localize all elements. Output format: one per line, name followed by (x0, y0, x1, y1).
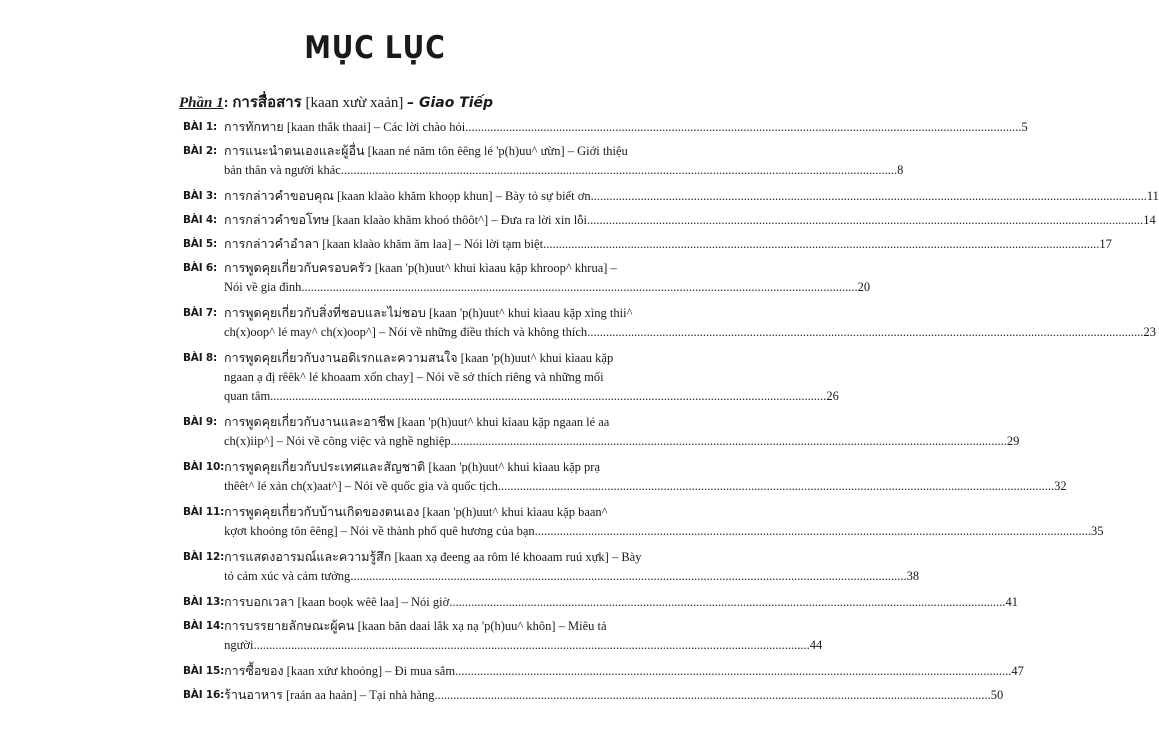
lesson-title (224, 235, 1112, 254)
lesson-number: BÀI 3: (183, 190, 217, 202)
lesson-title (224, 349, 839, 406)
lesson-title-text: quan tâm (224, 389, 271, 403)
lesson-title-line (224, 118, 1028, 137)
lesson-number: BÀI 7: (183, 307, 217, 319)
lesson-title-line (224, 211, 1156, 230)
dot-leader (449, 593, 1005, 612)
dot-leader (253, 636, 809, 655)
lesson-title-line (224, 477, 1067, 496)
lesson-title-text: การซื้อของ [kaan xứư khoỏng] – Đi mua sắm (224, 664, 456, 678)
lesson-title-line (224, 636, 822, 655)
lesson-title-text: การกล่าวคำขอโทษ [kaan klaào khăm khoó thôôt^] – Đưa ra lời xin lỗi (224, 213, 587, 227)
lesson-title-line (224, 548, 919, 567)
dot-leader (591, 187, 1147, 206)
lesson-title (224, 503, 1103, 541)
part-label: Phần 1 (179, 95, 224, 111)
part-name: – Giao Tiếp (407, 95, 494, 111)
lesson-title-text: ngaan ạ đị rêêk^ lé khoaam xổn chay] – Nói về sở thích riêng và những mối (224, 370, 604, 384)
page-number: 26 (826, 389, 839, 403)
lesson-number: BÀI 10: (183, 461, 225, 473)
lesson-title-text: người (224, 638, 254, 652)
lesson-title-text: การกล่าวคำขอบคุณ [kaan klaào khăm khoọp khun] – Bày tỏ sự biết ơn (224, 189, 591, 203)
lesson-title-line (224, 349, 839, 368)
toc-entry (183, 413, 1020, 451)
lesson-title (224, 662, 1024, 681)
lesson-title-text: การพูดคุยเกี่ยวกับครอบครัว [kaan 'p(h)uut^ khui kìaau kặp khroop^ khrua] – (224, 261, 617, 275)
page-number: 23 (1143, 325, 1156, 339)
lesson-title (224, 211, 1156, 230)
lesson-number: BÀI 16: (183, 689, 225, 701)
lesson-title-text: Nói về gia đình (224, 280, 302, 294)
page-number: 29 (1006, 434, 1020, 448)
toc-entry (183, 142, 904, 180)
dot-leader (341, 161, 897, 180)
toc-entry (183, 503, 1104, 541)
lesson-title-line (224, 259, 870, 278)
lesson-title (224, 617, 822, 655)
page-number: 47 (1011, 664, 1024, 678)
lesson-number: BÀI 4: (183, 214, 217, 226)
toc-entry (183, 593, 1018, 612)
lesson-title-line (224, 161, 903, 180)
lesson-title (224, 686, 1003, 705)
dot-leader (535, 522, 1091, 541)
lesson-title-line (224, 522, 1103, 541)
lesson-title-text: การพูดคุยเกี่ยวกับบ้านเกิดของตนเอง [kaan 'p(h)uut^ khui kìaau kặp baan^ (224, 505, 608, 519)
dot-leader (301, 278, 857, 297)
toc-entry (183, 235, 1112, 254)
lesson-title-line (224, 235, 1112, 254)
part-heading (179, 90, 493, 114)
lesson-title-line (224, 432, 1019, 451)
dot-leader (587, 211, 1143, 230)
page-number: 41 (1005, 595, 1018, 609)
toc-entry (183, 118, 1028, 137)
toc-entry (183, 187, 1159, 206)
lesson-title-line (224, 662, 1024, 681)
lesson-number: BÀI 14: (183, 620, 225, 632)
dot-leader (543, 235, 1099, 254)
lesson-title-line (224, 458, 1067, 477)
lesson-title-text: การพูดคุยเกี่ยวกับงานอดิเรกและความสนใจ [kaan 'p(h)uut^ khui kìaau kặp (224, 351, 614, 365)
page-number: 38 (906, 569, 920, 583)
lesson-number: BÀI 11: (183, 506, 225, 518)
lesson-number: BÀI 2: (183, 145, 217, 157)
lesson-title-line (224, 503, 1103, 522)
lesson-title-text: การทักทาย [kaan thắk thaai] – Các lời chào hỏi (224, 120, 466, 134)
lesson-title-line (224, 368, 839, 387)
page-number: 11 (1146, 189, 1159, 203)
lesson-title-text: ร้านอาหาร [raán aa haản] – Tại nhà hàng (224, 688, 435, 702)
toc-entry (183, 458, 1067, 496)
dot-leader (498, 477, 1054, 496)
lesson-title-text: การพูดคุยเกี่ยวกับประเทศและสัญชาติ [kaan 'p(h)uut^ khui kìaau kặp prạ (224, 460, 601, 474)
lesson-title-text: bản thân và người khác (224, 163, 341, 177)
lesson-title-line (224, 686, 1003, 705)
lesson-title (224, 118, 1028, 137)
lesson-title-text: การแนะนำตนเองและผู้อื่น [kaan né năm tôn êêng lé 'p(h)uu^ ưừn] – Giới thiệu (224, 144, 628, 158)
lesson-title-line (224, 387, 839, 406)
lesson-title (224, 259, 870, 297)
lesson-title-line (224, 567, 919, 586)
page-number: 35 (1090, 524, 1104, 538)
lesson-number: BÀI 6: (183, 262, 217, 274)
lesson-title-line (224, 593, 1018, 612)
lesson-title-text: thêêt^ lé xản ch(x)aat^] – Nói về quốc gia và quốc tịch (224, 479, 498, 493)
lesson-title (224, 458, 1067, 496)
lesson-title-text: การบอกเวลา [kaan boọk wêê laa] – Nói giờ (224, 595, 450, 609)
toc-entry (183, 548, 920, 586)
page-number: 14 (1143, 213, 1156, 227)
page-number: 20 (857, 280, 871, 294)
lesson-title-text: การบรรยายลักษณะผู้คน [kaan băn daai lắk xạ nạ 'p(h)uu^ khôn] – Miêu tả (224, 619, 607, 633)
lesson-number: BÀI 15: (183, 665, 225, 677)
lesson-title-line (224, 142, 903, 161)
lesson-number: BÀI 9: (183, 416, 217, 428)
toc-entry (183, 349, 839, 406)
page-number: 8 (897, 163, 904, 177)
lesson-title (224, 304, 1156, 342)
lesson-number: BÀI 12: (183, 551, 225, 563)
lesson-number: BÀI 13: (183, 596, 225, 608)
lesson-title-text: ch(x)iip^] – Nói về công việc và nghề nghiệp (224, 434, 451, 448)
page-number: 44 (809, 638, 823, 652)
lesson-title-line (224, 323, 1156, 342)
lesson-title-line (224, 304, 1156, 323)
lesson-title-line (224, 278, 870, 297)
toc-entry (183, 304, 1156, 342)
lesson-title (224, 142, 903, 180)
toc-entry (183, 617, 823, 655)
toc-entry (183, 662, 1024, 681)
part-transliteration: [kaan xưừ xaản] (301, 95, 408, 111)
toc-entry (183, 259, 871, 297)
lesson-number: BÀI 5: (183, 238, 217, 250)
lesson-title (224, 593, 1018, 612)
lesson-title-text: tỏ cảm xúc và cảm tưởng (224, 569, 351, 583)
lesson-title-text: ch(x)oop^ lé may^ ch(x)oop^] – Nói về những điều thích và không thích (224, 325, 588, 339)
lesson-title-text: การพูดคุยเกี่ยวกับสิ่งที่ชอบและไม่ชอบ [kaan 'p(h)uut^ khui kìaau kặp xìng thii^ (224, 306, 633, 320)
dot-leader (455, 662, 1011, 681)
page-number: 50 (990, 688, 1004, 702)
lesson-title (224, 187, 1159, 206)
dot-leader (435, 686, 991, 705)
lesson-title-line (224, 617, 822, 636)
lesson-number: BÀI 1: (183, 121, 217, 133)
page-number: 5 (1021, 120, 1028, 134)
part-thai-title: : การสื่อสาร (223, 95, 302, 111)
page-number: 32 (1054, 479, 1067, 493)
lesson-title-line (224, 413, 1019, 432)
dot-leader (465, 118, 1021, 137)
toc-entry (183, 211, 1156, 230)
lesson-title (224, 548, 919, 586)
lesson-title-text: การแสดงอารมณ์และความรู้สึก [kaan xạ đeeng aa rôm lé khoaam ruú xựk] – Bày (224, 550, 642, 564)
lesson-title (224, 413, 1019, 451)
dot-leader (451, 432, 1007, 451)
lesson-title-text: การกล่าวคำอำลา [kaan klaào khăm ăm laa] – Nói lời tạm biệt (224, 237, 544, 251)
dot-leader (350, 567, 906, 586)
toc-entry (183, 686, 1004, 705)
lesson-title-text: การพูดคุยเกี่ยวกับงานและอาชีพ [kaan 'p(h)uut^ khui kìaau kặp ngaan lé aa (224, 415, 610, 429)
lesson-number: BÀI 8: (183, 352, 217, 364)
lesson-title-text: kợơt khoỏng tôn êêng] – Nói về thành phố quê hương của bạn (224, 524, 535, 538)
page-title: MỤC LỤC (304, 30, 446, 66)
toc-list (183, 118, 1159, 705)
dot-leader (270, 387, 826, 406)
page-number: 17 (1099, 237, 1112, 251)
lesson-title-line (224, 187, 1159, 206)
dot-leader (587, 323, 1143, 342)
